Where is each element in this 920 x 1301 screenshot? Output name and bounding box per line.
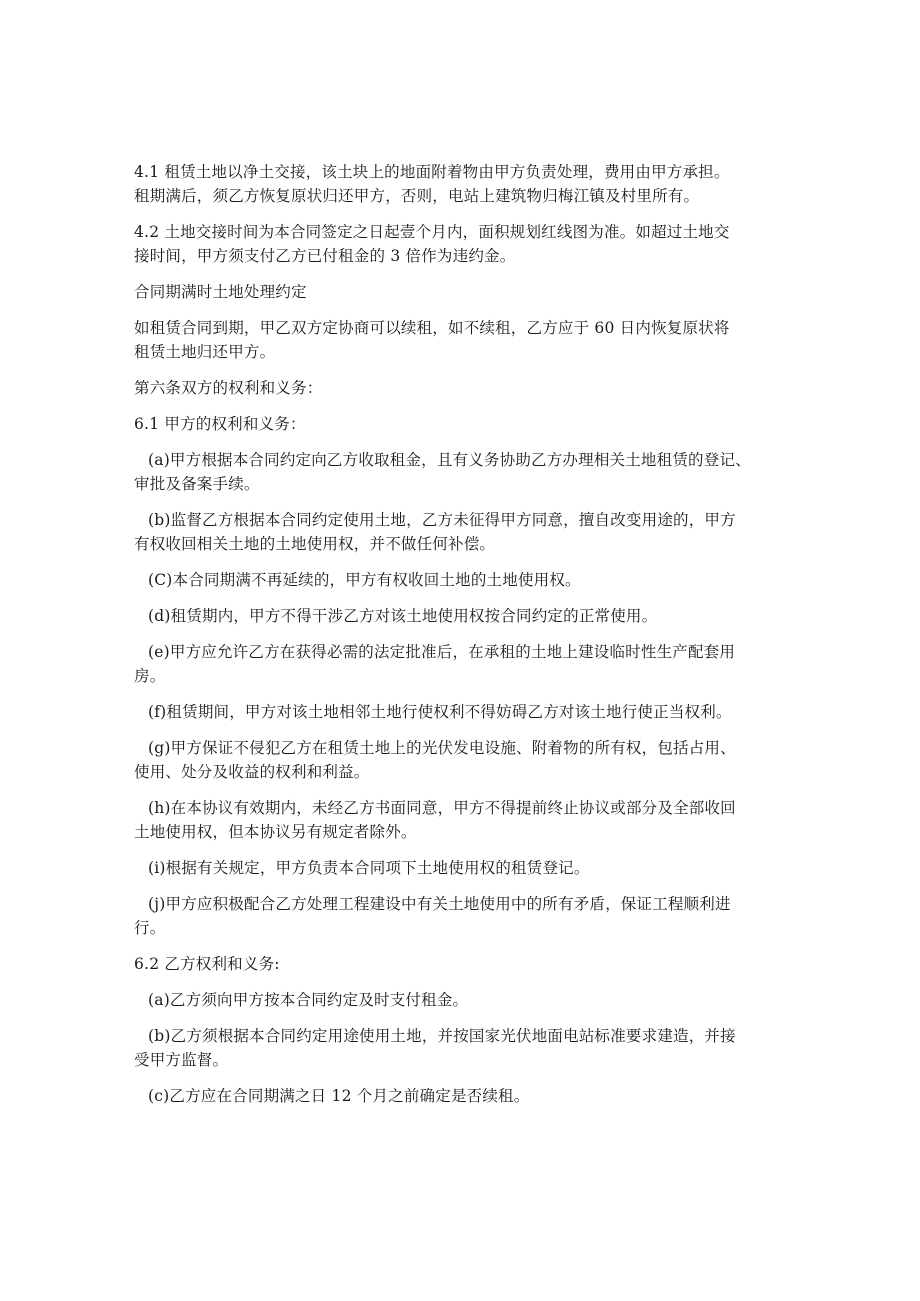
- clause-6-1-a: [134, 448, 794, 496]
- text-line: (a)乙方须向甲方按本合同约定及时支付租金。: [148, 991, 469, 1009]
- clause-6-1-g: [134, 736, 794, 784]
- text-line: (j)甲方应积极配合乙方处理工程建设中有关土地使用中的所有矛盾，保证工程顺利进: [148, 895, 731, 913]
- text-line: 4.2 土地交接时间为本合同签定之日起壹个月内，面积规划红线图为准。如超过土地交: [134, 223, 730, 241]
- text-line: (g)甲方保证不侵犯乙方在租赁土地上的光伏发电设施、附着物的所有权，包括占用、: [148, 739, 736, 757]
- text-line: (d)租赁期内，甲方不得干涉乙方对该土地使用权按合同约定的正常使用。: [148, 607, 658, 625]
- clause-6-2-c: [134, 1084, 794, 1108]
- text-line: (b)监督乙方根据本合同约定使用土地，乙方未征得甲方同意，擅自改变用途的，甲方: [148, 511, 736, 529]
- text-line: 房。: [134, 667, 166, 685]
- text-line: (e)甲方应允许乙方在获得必需的法定批准后，在承租的土地上建设临时性生产配套用: [148, 643, 736, 661]
- clause-6-1-j: [134, 892, 794, 940]
- text-line: 合同期满时土地处理约定: [134, 283, 307, 301]
- text-line: 租期满后，须乙方恢复原状归还甲方，否则，电站上建筑物归梅江镇及村里所有。: [134, 187, 700, 205]
- text-line: 如租赁合同到期，甲乙双方定协商可以续租，如不续租，乙方应于 60 日内恢复原状将: [134, 319, 730, 337]
- section-heading-expiry: [134, 280, 794, 304]
- text-line: (a)甲方根据本合同约定向乙方收取租金，且有义务协助乙方办理相关土地租赁的登记、: [148, 451, 751, 469]
- text-line: (b)乙方须根据本合同约定用途使用土地，并按国家光伏地面电站标准要求建造，并接: [148, 1027, 736, 1045]
- text-line: (C)本合同期满不再延续的，甲方有权收回土地的土地使用权。: [148, 571, 581, 589]
- clause-4-1: [134, 160, 794, 208]
- text-line: 行。: [134, 919, 166, 937]
- text-line: 受甲方监督。: [134, 1051, 229, 1069]
- text-line: 土地使用权，但本协议另有规定者除外。: [134, 823, 417, 841]
- clause-6-1-d: [134, 604, 794, 628]
- document-body: [134, 160, 794, 1120]
- text-line: 6.1 甲方的权利和义务：: [134, 415, 306, 433]
- text-line: (i)根据有关规定，甲方负责本合同项下土地使用权的租赁登记。: [148, 859, 590, 877]
- text-line: 有权收回相关土地的土地使用权，并不做任何补偿。: [134, 535, 496, 553]
- clause-6-1-i: [134, 856, 794, 880]
- clause-6-1-f: [134, 700, 794, 724]
- text-line: 接时间，甲方须支付乙方已付租金的 3 倍作为违约金。: [134, 247, 516, 265]
- clause-6-2-a: [134, 988, 794, 1012]
- clause-6-1-h: [134, 796, 794, 844]
- text-line: 审批及备案手续。: [134, 475, 260, 493]
- text-line: 6.2 乙方权利和义务:: [134, 955, 280, 973]
- text-line: 第六条双方的权利和义务：: [134, 379, 323, 397]
- clause-6-1-heading: [134, 412, 794, 436]
- clause-4-2: [134, 220, 794, 268]
- article-6-heading: [134, 376, 794, 400]
- clause-6-1-b: [134, 508, 794, 556]
- text-line: (h)在本协议有效期内，未经乙方书面同意，甲方不得提前终止协议或部分及全部收回: [148, 799, 736, 817]
- text-line: (f)租赁期间，甲方对该土地相邻土地行使权利不得妨碍乙方对该土地行使正当权利。: [148, 703, 732, 721]
- clause-6-2-heading: [134, 952, 794, 976]
- clause-6-1-e: [134, 640, 794, 688]
- text-line: 租赁土地归还甲方。: [134, 343, 276, 361]
- text-line: 4.1 租赁土地以净土交接，该土块上的地面附着物由甲方负责处理，费用由甲方承担。: [134, 163, 730, 181]
- text-line: 使用、处分及收益的权利和利益。: [134, 763, 370, 781]
- text-line: (c)乙方应在合同期满之日 12 个月之前确定是否续租。: [148, 1087, 530, 1105]
- clause-6-2-b: [134, 1024, 794, 1072]
- clause-6-1-c: [134, 568, 794, 592]
- clause-expiry: [134, 316, 794, 364]
